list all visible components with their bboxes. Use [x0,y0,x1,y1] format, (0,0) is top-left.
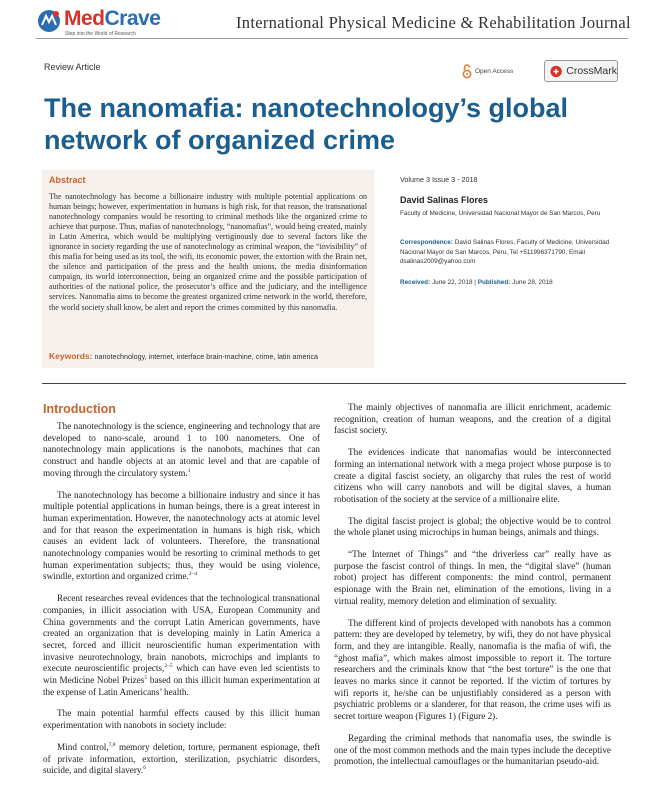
date-separator: | [472,279,478,286]
body-paragraph: The nanotechnology has become a billionaire industry and since it has multiple potential applications in human beings, there is a great interest in human experimentation. However, the nanotechnology acts at atomic level and for that reason the experimentation in humans is high risk, which causes an evident lack of volunteers. Therefore, the transnational nanotechnology companies would be resorting to criminal methods to get human experimentation subjects; thus, they would be using violence, swindle, extortion and organized crime.$^{2-4}$ [43,489,320,582]
citation-ref[interactable]: 5 [144,675,148,681]
body-paragraph: The main potential harmful effects caused by this illicit human experimentation with nanobots in society include: [43,708,320,731]
author-affiliation: Faculty of Medicine, Universidad Nacional Mayor de San Marcos, Peru [400,210,601,217]
keywords-label: Keywords: [49,351,93,361]
medcrave-logo[interactable] [36,8,166,38]
correspondence-text: David Salinas Flores, Faculty of Medicine, Universidad Nacional Mayor de San Marcos, Peru, Tel +511996371790, Email dsalinas2009@yahoo.com [400,239,610,265]
open-access-label: Open Access [475,67,514,75]
body-paragraph: “The Internet of Things” and “the driverless car” really have as purpose the fascist control of things. In men, the “digital slave” (human robot) project has different components: the mind control, permanent espionage with the Brain net, elimination of the emotions, living in a virtual reality, memory deletion and elimination of sexuality. [334,549,611,606]
crossmark-label: CrossMark [566,65,617,77]
article-type-label: Review Article [44,62,101,72]
citation-ref[interactable]: 2–4 [188,571,198,578]
body-column-left [43,421,320,787]
correspondence-label: Correspondence: [400,239,453,246]
header-divider [36,38,628,39]
author-name: David Salinas Flores [400,195,489,205]
body-paragraph: Mind control,$^{7,8}$ memory deletion, torture, permanent espionage, theft of private information, extortion, sterilization, psychiatric disorders, suicide, and digital slavery.$^6$ [43,741,320,776]
published-date: June 28, 2018 [512,279,553,286]
section-divider [42,383,626,384]
open-access-lock-icon [462,63,472,79]
citation-ref[interactable]: 6 [143,765,146,772]
abstract-heading: Abstract [49,175,86,185]
citation-ref[interactable]: 1 [187,467,191,474]
published-label: Published: [477,279,511,286]
article-dates [400,278,615,288]
journal-header [0,0,651,40]
citation-ref[interactable]: 7,8 [108,741,116,748]
correspondence [400,238,615,267]
body-paragraph: The evidences indicate that nanomafias would be interconnected forming an international network with a mega project whose purpose is to create a digital fascist society, an oligarchy that rules the rest of world citizens who will carry nanobots and will be digital slaves, a human robotisation of the society at the service of a millionaire elite. [334,447,611,504]
logo-tagline: Step into the World of Research [65,31,136,37]
abstract-text: The nanotechnology has become a billionaire industry with multiple potential applications on human beings; however, experimentation in humans is high risk, for that reason, the transnational nanotechnology companies would be resorting to criminal methods like the organized crime to achieve that purpose. Thus, mafias of nanotechnology, “nanomafias”, would being created, mainly in Latin America, which would be multiplying vertiginously due to several factors like the ignorance in society regarding the use of nanotechnology as criminal weapon, the “invisibility” of this mafia for being used as its tool, the wifi, its economic power, the extortion with the Brain net, the silence and participation of the press and the health unions, the media disinformation campaign, its world interconnection, being an organized crime and the possible participation of authorities of the national police, the prosecutor’s office and the judiciary, and the intelligence services. Nanomafia aims to become the greatest organized crime network in the world, therefore, the world society shall know, be alert and report the crimes committed by this nanomafia. [49,192,367,312]
body-column-right [334,402,611,778]
medcrave-logo-icon [36,8,62,34]
volume-issue: Volume 3 Issue 3 - 2018 [400,175,478,184]
journal-name: International Physical Medicine & Rehabilitation Journal [236,13,631,32]
body-paragraph: The mainly objectives of nanomafia are illicit enrichment, academic recognition, creation of human weapons, and the creation of a digital fascist society. [334,402,611,436]
article-title: The nanomafia: nanotechnology’s global network of organized crime [44,93,569,155]
logo-wordmark: MedCrave [64,7,161,30]
open-access-badge[interactable] [462,62,513,80]
crossmark-button[interactable] [544,60,618,82]
citation-ref[interactable]: 2–5 [164,663,173,670]
body-paragraph: Recent researches reveal evidences that the technological transnational companies, in illicit association with USA, European Community and China governments and the corrupt Latin American governments, have created an organization that is developing mainly in Latin America a secret, forced and illicit neuroscientific human experimentation with invasive neurotechnology, brain nanobots, microchips and implants to execute neuroscientific projects,$^{2-5}$ which can have even led scientists to win Medicine Nobel Prizes$^5$ based on this illicit human experimentation at the expense of Latin Americans’ health. [43,593,321,697]
keywords-list: nanotechnology, internet, interface brain-machine, crime, latin america [94,352,319,361]
introduction-heading: Introduction [43,402,116,416]
received-label: Received: [400,279,431,286]
keywords-line [49,351,369,361]
received-date: June 22, 2018 [431,279,473,286]
body-paragraph: The different kind of projects developed with nanobots has a common pattern: they are developed by telemetry, by wifi, they do not have physical form, and they are intangible. Really, nanomafia is the mafia of wifi, the “ghost mafia”, which makes almost impossible to report it. The torture researchers and the criminals know that “the best torture” is the one that leaves no marks since it cannot be reported. If the victim of tortures by wifi reports it, he/she can be unjustifiably considered as a person with psychiatric problems or a slanderer, for that reason, the crime uses wifi as secret torture weapon (Figures 1) (Figure 2). [334,617,611,722]
body-paragraph: Regarding the criminal methods that nanomafia uses, the swindle is one of the most common methods and the main types include the deceptive promotion, the intellectual camouflages or the humanitarian pseudo-aid. [334,732,611,767]
crossmark-icon [550,65,562,78]
body-paragraph: The digital fascist project is global; the objective would be to control the whole planet using microchips in human beings, animals and things. [334,515,611,538]
body-paragraph: The nanotechnology is the science, engineering and technology that are developed to nano-scale, around 1 to 100 nanometers. One of nanotechnology main applications is the nanobots, machines that can construct and handle objects at an atomic level and that are capable of moving through the circulatory system.$^1$ [43,421,320,478]
